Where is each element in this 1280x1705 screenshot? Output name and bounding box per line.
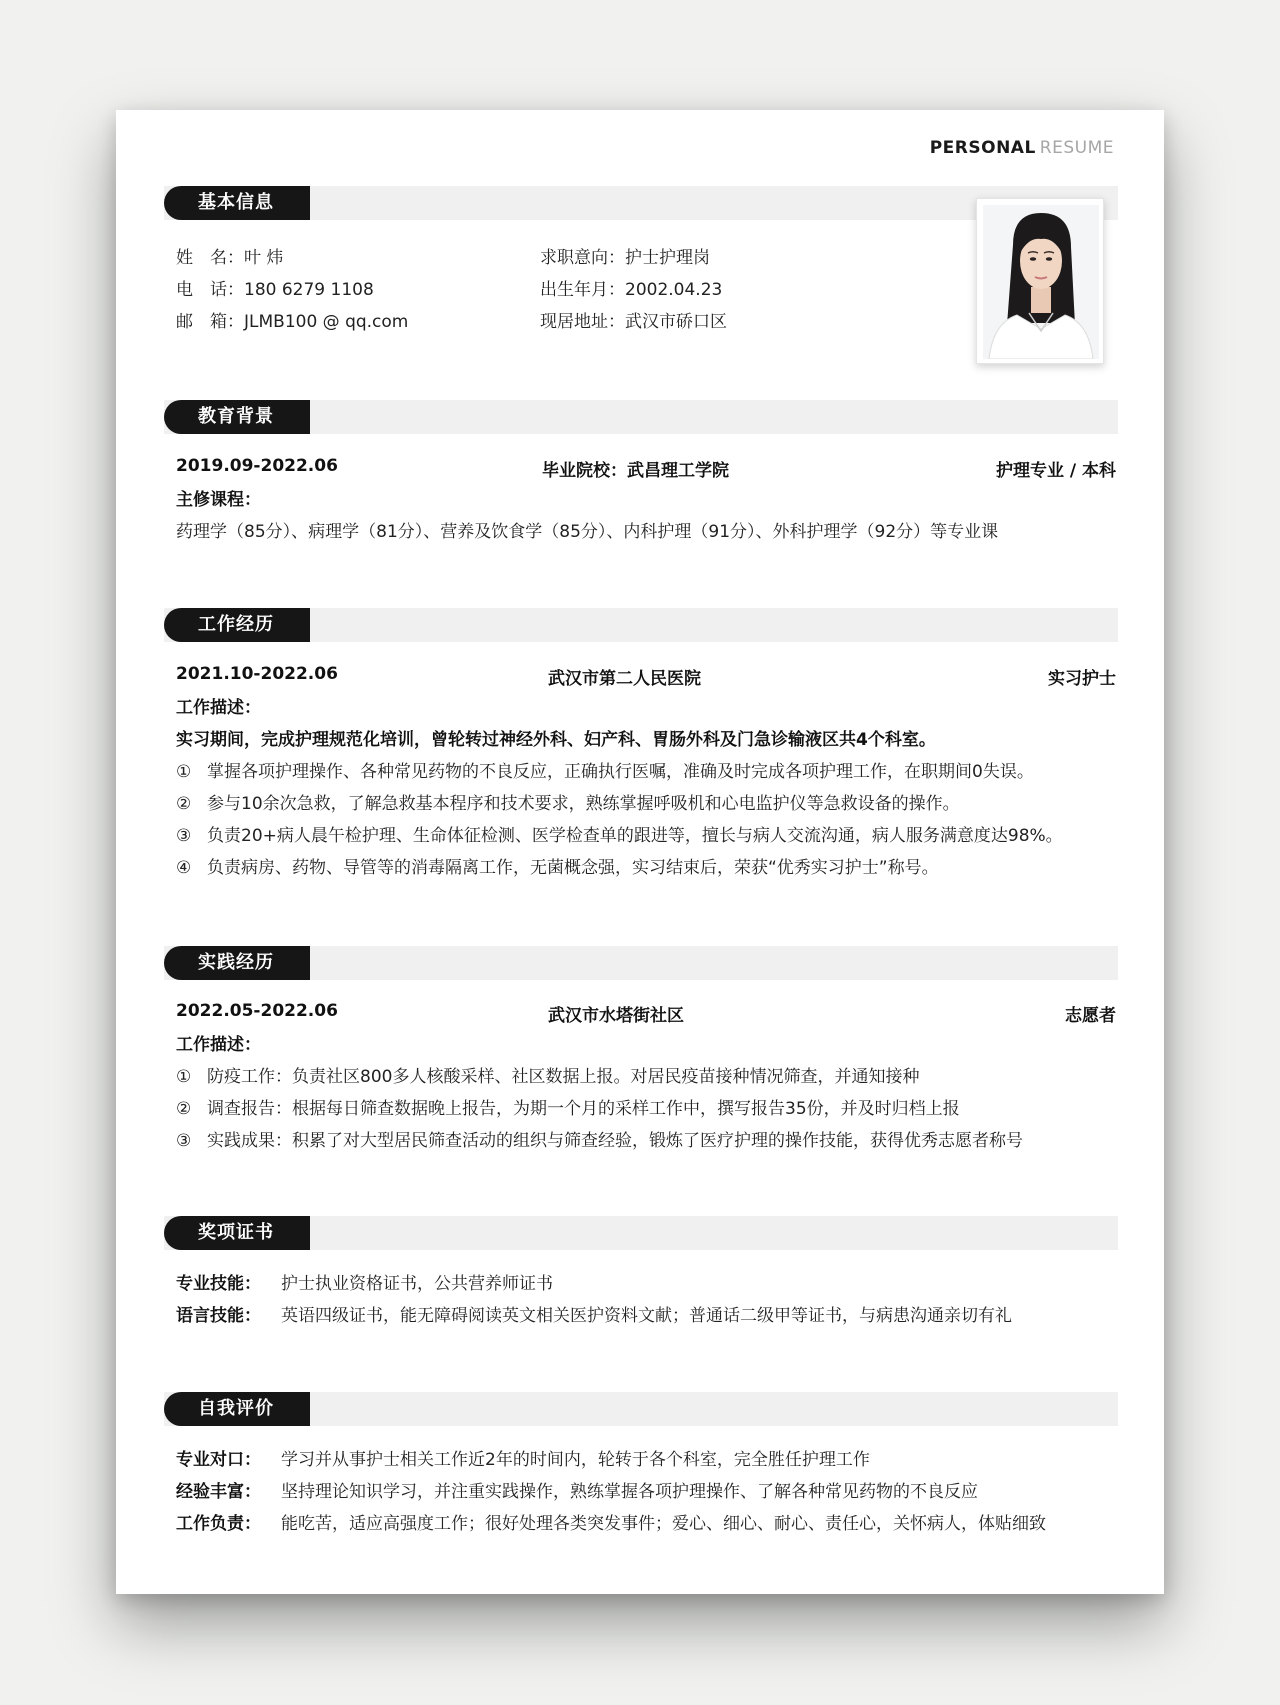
education-period: 2019.09-2022.06 — [176, 456, 338, 476]
section-title: 奖项证书 — [164, 1216, 304, 1250]
section-title: 自我评价 — [164, 1392, 304, 1426]
self-eval-list — [176, 1444, 1116, 1540]
phone-field: 电 话：180 6279 1108 — [176, 280, 374, 300]
list-item: ③ 实践成果：积累了对大型居民筛查活动的组织与筛查经验，锻炼了医疗护理的操作技能，获得优秀志愿者称号 — [176, 1131, 1023, 1151]
section-header-practice — [164, 946, 1118, 980]
education-major: 护理专业 / 本科 — [995, 461, 1116, 481]
list-item: ② 调查报告：根据每日筛查数据晚上报告，为期一个月的采样工作中，撰写报告35份，并及时归档上报 — [176, 1099, 960, 1119]
resume-page — [116, 110, 1164, 1594]
work-summary: 实习期间，完成护理规范化培训，曾轮转过神经外科、妇产科、胃肠外科及门急诊输液区共4个科室。 — [176, 730, 936, 750]
education-header-row — [176, 456, 1116, 482]
work-period: 2021.10-2022.06 — [176, 664, 338, 684]
name-field: 姓 名：叶 炜 — [176, 248, 284, 268]
practice-period: 2022.05-2022.06 — [176, 1001, 338, 1021]
practice-desc-label: 工作描述： — [176, 1035, 261, 1055]
birth-field: 出生年月：2002.04.23 — [540, 280, 723, 300]
brand-word-resume: RESUME — [1039, 138, 1114, 158]
profile-photo — [976, 198, 1104, 364]
list-item: 工作负责： 能吃苦，适应高强度工作；很好处理各类突发事件；爱心、细心、耐心、责任心，关怀病人，体贴细致 — [176, 1514, 1046, 1534]
section-title: 基本信息 — [164, 186, 304, 220]
list-item: 专业对口： 学习并从事护士相关工作近2年的时间内，轮转于各个科室，完全胜任护理工作 — [176, 1450, 870, 1470]
courses-label: 主修课程： — [176, 490, 261, 510]
courses-text: 药理学（85分）、病理学（81分）、营养及饮食学（85分）、内科护理（91分）、外科护理学（92分）等专业课 — [176, 522, 999, 542]
awards-list — [176, 1268, 1116, 1332]
section-header-education — [164, 400, 1118, 434]
work-role: 实习护士 — [1048, 669, 1116, 689]
section-header-basic — [164, 186, 1118, 220]
section-header-awards — [164, 1216, 1118, 1250]
work-org: 武汉市第二人民医院 — [548, 669, 701, 689]
work-desc-label: 工作描述： — [176, 698, 261, 718]
basic-info-left — [176, 242, 408, 338]
job-intent-field: 求职意向：护士护理岗 — [540, 248, 710, 268]
brand-word-personal: PERSONAL — [929, 138, 1036, 158]
practice-role: 志愿者 — [1065, 1006, 1116, 1026]
brand-title — [930, 138, 1114, 158]
education-school: 毕业院校：武昌理工学院 — [542, 461, 729, 481]
work-header-row — [176, 664, 1116, 690]
practice-header-row — [176, 1001, 1116, 1027]
section-title: 教育背景 — [164, 400, 304, 434]
list-item: 语言技能： 英语四级证书，能无障碍阅读英文相关医护资料文献；普通话二级甲等证书，与病患沟通亲切有礼 — [176, 1306, 1012, 1326]
list-item: 经验丰富： 坚持理论知识学习，并注重实践操作，熟练掌握各项护理操作、了解各种常见药物的不良反应 — [176, 1482, 978, 1502]
section-title: 实践经历 — [164, 946, 304, 980]
portrait-image — [983, 205, 1099, 359]
section-header-work — [164, 608, 1118, 642]
address-field: 现居地址：武汉市硚口区 — [540, 312, 727, 332]
list-item: 专业技能： 护士执业资格证书，公共营养师证书 — [176, 1274, 553, 1294]
section-title: 工作经历 — [164, 608, 304, 642]
basic-info-right — [540, 242, 727, 338]
list-item: ① 掌握各项护理操作、各种常见药物的不良反应，正确执行医嘱，准确及时完成各项护理工作，在职期间0失误。 — [176, 762, 1034, 782]
list-item: ② 参与10余次急救，了解急救基本程序和技术要求，熟练掌握呼吸机和心电监护仪等急救设备的操作。 — [176, 794, 960, 814]
list-item: ③ 负责20+病人晨午检护理、生命体征检测、医学检查单的跟进等，擅长与病人交流沟通，病人服务满意度达98%。 — [176, 826, 1063, 846]
email-field: 邮 箱：JLMB100 @ qq.com — [176, 312, 409, 332]
list-item: ① 防疫工作：负责社区800多人核酸采样、社区数据上报。对居民疫苗接种情况筛查，并通知接种 — [176, 1067, 920, 1087]
practice-org: 武汉市水塔街社区 — [548, 1006, 684, 1026]
section-header-self — [164, 1392, 1118, 1426]
list-item: ④ 负责病房、药物、导管等的消毒隔离工作，无菌概念强，实习结束后，荣获“优秀实习护士”称号。 — [176, 858, 939, 878]
